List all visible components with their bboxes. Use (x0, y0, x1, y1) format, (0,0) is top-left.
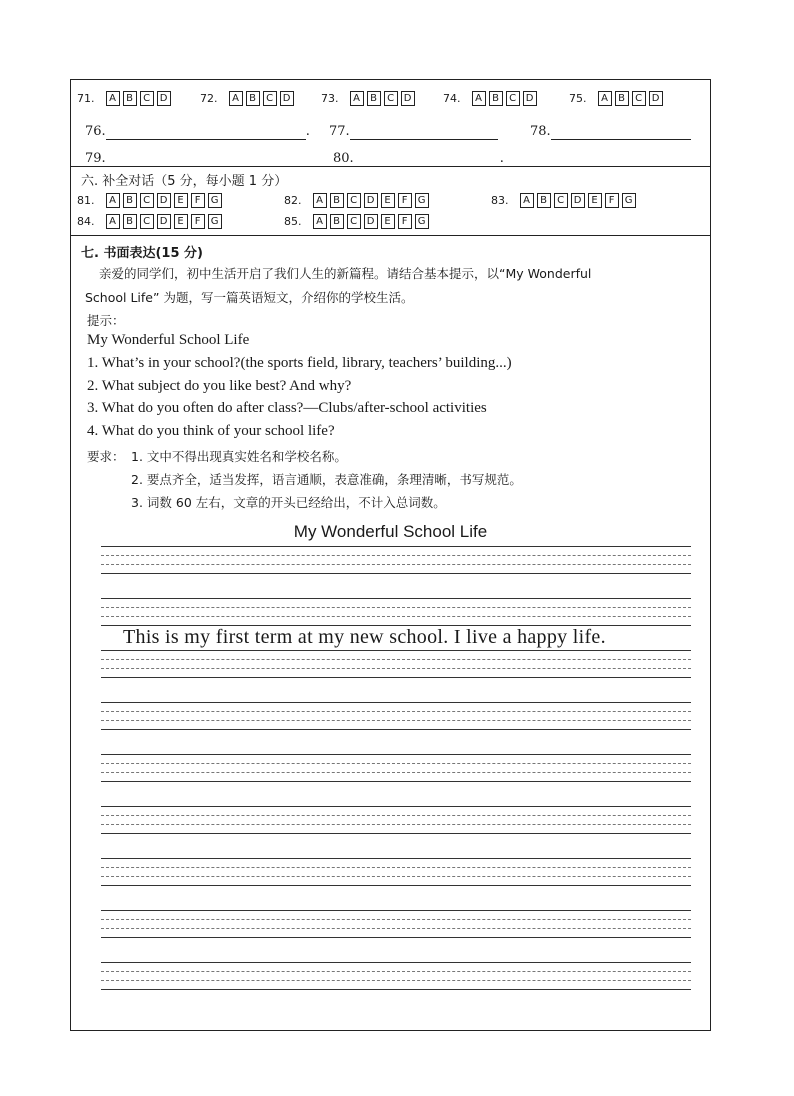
option-e[interactable]: E (381, 193, 395, 208)
option-b[interactable]: B (330, 214, 344, 229)
option-e[interactable]: E (174, 193, 188, 208)
option-f[interactable]: F (191, 193, 205, 208)
blank-77-input[interactable] (350, 120, 498, 140)
answer-group-74: 74. A B C D (443, 88, 540, 107)
ruled-line (101, 989, 691, 990)
option-c[interactable]: C (140, 193, 154, 208)
blank-80: 80. . (333, 147, 504, 167)
ruled-line (101, 876, 691, 877)
hint-1: 1. What’s in your school?(the sports field, library, teachers’ building...) (87, 355, 512, 371)
prompt-line-2: School Life” 为题，写一篇英语短文，介绍你的学校生活。 (85, 290, 414, 305)
ruled-line (101, 659, 691, 660)
answer-group-81: 81. A B C D E F G (77, 190, 225, 209)
option-a[interactable]: A (229, 91, 243, 106)
answer-group-71: 71. A B C D (77, 88, 174, 107)
section7-title: 七. 书面表达(15 分) (81, 246, 203, 261)
requirements-label: 要求： (87, 449, 125, 464)
blank-78-input[interactable] (551, 120, 691, 140)
answer-group-73: 73. A B C D (321, 88, 418, 107)
ruled-line (101, 772, 691, 773)
option-g[interactable]: G (415, 193, 429, 208)
ruled-line (101, 928, 691, 929)
option-e[interactable]: E (381, 214, 395, 229)
writing-area[interactable] (101, 546, 691, 998)
ruled-line (101, 833, 691, 834)
hint-title: My Wonderful School Life (87, 332, 250, 348)
ruled-line (101, 711, 691, 712)
answer-group-83: 83. A B C D E F G (491, 190, 639, 209)
option-c[interactable]: C (140, 91, 154, 106)
ruled-line (101, 815, 691, 816)
option-d[interactable]: D (364, 214, 378, 229)
ruled-line (101, 858, 691, 859)
ruled-line (101, 616, 691, 617)
option-c[interactable]: C (263, 91, 277, 106)
ruled-line (101, 555, 691, 556)
option-b[interactable]: B (246, 91, 260, 106)
option-b[interactable]: B (489, 91, 503, 106)
option-g[interactable]: G (622, 193, 636, 208)
option-b[interactable]: B (615, 91, 629, 106)
blank-76-input[interactable] (106, 120, 306, 140)
option-a[interactable]: A (520, 193, 534, 208)
section6-title: 六. 补全对话（5 分，每小题 1 分） (81, 174, 288, 189)
hint-2: 2. What subject do you like best? And why? (87, 378, 352, 394)
option-b[interactable]: B (330, 193, 344, 208)
section-divider (71, 235, 710, 236)
option-c[interactable]: C (140, 214, 154, 229)
ruled-line (101, 546, 691, 547)
option-a[interactable]: A (106, 193, 120, 208)
requirement-3: 3. 词数 60 左右，文章的开头已经给出，不计入总词数。 (131, 495, 446, 510)
ruled-line (101, 806, 691, 807)
option-g[interactable]: G (415, 214, 429, 229)
ruled-line (101, 971, 691, 972)
ruled-line (101, 564, 691, 565)
option-g[interactable]: G (208, 193, 222, 208)
ruled-line (101, 867, 691, 868)
option-d[interactable]: D (157, 91, 171, 106)
requirement-1: 1. 文中不得出现真实姓名和学校名称。 (131, 449, 347, 464)
option-b[interactable]: B (367, 91, 381, 106)
option-b[interactable]: B (537, 193, 551, 208)
ruled-line (101, 763, 691, 764)
option-e[interactable]: E (174, 214, 188, 229)
option-c[interactable]: C (632, 91, 646, 106)
option-c[interactable]: C (384, 91, 398, 106)
option-g[interactable]: G (208, 214, 222, 229)
blank-78: 78. (530, 120, 691, 140)
option-a[interactable]: A (106, 214, 120, 229)
blank-80-input[interactable] (354, 147, 500, 167)
option-d[interactable]: D (280, 91, 294, 106)
blank-76: 76. . (85, 120, 310, 140)
ruled-line (101, 607, 691, 608)
ruled-line (101, 937, 691, 938)
ruled-line (101, 598, 691, 599)
option-b[interactable]: B (123, 193, 137, 208)
option-d[interactable]: D (157, 214, 171, 229)
answer-group-85: 85. A B C D E F G (284, 211, 432, 230)
option-e[interactable]: E (588, 193, 602, 208)
option-a[interactable]: A (598, 91, 612, 106)
option-d[interactable]: D (571, 193, 585, 208)
option-f[interactable]: F (605, 193, 619, 208)
ruled-line (101, 754, 691, 755)
option-d[interactable]: D (523, 91, 537, 106)
answer-sheet (70, 79, 711, 1031)
option-c[interactable]: C (347, 193, 361, 208)
prompt-line-1: 亲爱的同学们，初中生活开启了我们人生的新篇程。请结合基本提示，以“My Wonderful (99, 266, 592, 281)
ruled-line (101, 668, 691, 669)
blank-79-input[interactable] (106, 147, 304, 167)
option-f[interactable]: F (191, 214, 205, 229)
ruled-line (101, 962, 691, 963)
answer-group-82: 82. A B C D E F G (284, 190, 432, 209)
ruled-line (101, 910, 691, 911)
ruled-line (101, 980, 691, 981)
hint-4: 4. What do you think of your school life? (87, 423, 335, 439)
option-c[interactable]: C (554, 193, 568, 208)
option-a[interactable]: A (313, 214, 327, 229)
hint-3: 3. What do you often do after class?—Clubs/after-school activities (87, 400, 487, 416)
option-d[interactable]: D (401, 91, 415, 106)
option-a[interactable]: A (106, 91, 120, 106)
option-d[interactable]: D (157, 193, 171, 208)
answer-group-75: 75. A B C D (569, 88, 666, 107)
option-f[interactable]: F (398, 193, 412, 208)
ruled-line (101, 573, 691, 574)
ruled-line (101, 729, 691, 730)
essay-title: My Wonderful School Life (293, 522, 488, 541)
blank-77: 77. (329, 120, 498, 140)
blank-79: 79. (85, 147, 304, 167)
ruled-line (101, 781, 691, 782)
answer-group-72: 72. A B C D (200, 88, 297, 107)
ruled-line (101, 702, 691, 703)
option-b[interactable]: B (123, 91, 137, 106)
ruled-line (101, 824, 691, 825)
ruled-line (101, 919, 691, 920)
requirement-2: 2. 要点齐全，适当发挥，语言通顺，表意准确，条理清晰，书写规范。 (131, 472, 522, 487)
option-d[interactable]: D (364, 193, 378, 208)
ruled-line (101, 650, 691, 651)
option-c[interactable]: C (506, 91, 520, 106)
option-c[interactable]: C (347, 214, 361, 229)
option-a[interactable]: A (472, 91, 486, 106)
option-b[interactable]: B (123, 214, 137, 229)
option-a[interactable]: A (350, 91, 364, 106)
ruled-line (101, 885, 691, 886)
ruled-line (101, 677, 691, 678)
ruled-line (101, 720, 691, 721)
option-f[interactable]: F (398, 214, 412, 229)
essay-opening-sentence: This is my first term at my new school. I live a happy life. (123, 626, 606, 648)
section-divider (71, 166, 710, 167)
hint-label: 提示： (87, 313, 125, 328)
answer-group-84: 84. A B C D E F G (77, 211, 225, 230)
option-d[interactable]: D (649, 91, 663, 106)
option-a[interactable]: A (313, 193, 327, 208)
